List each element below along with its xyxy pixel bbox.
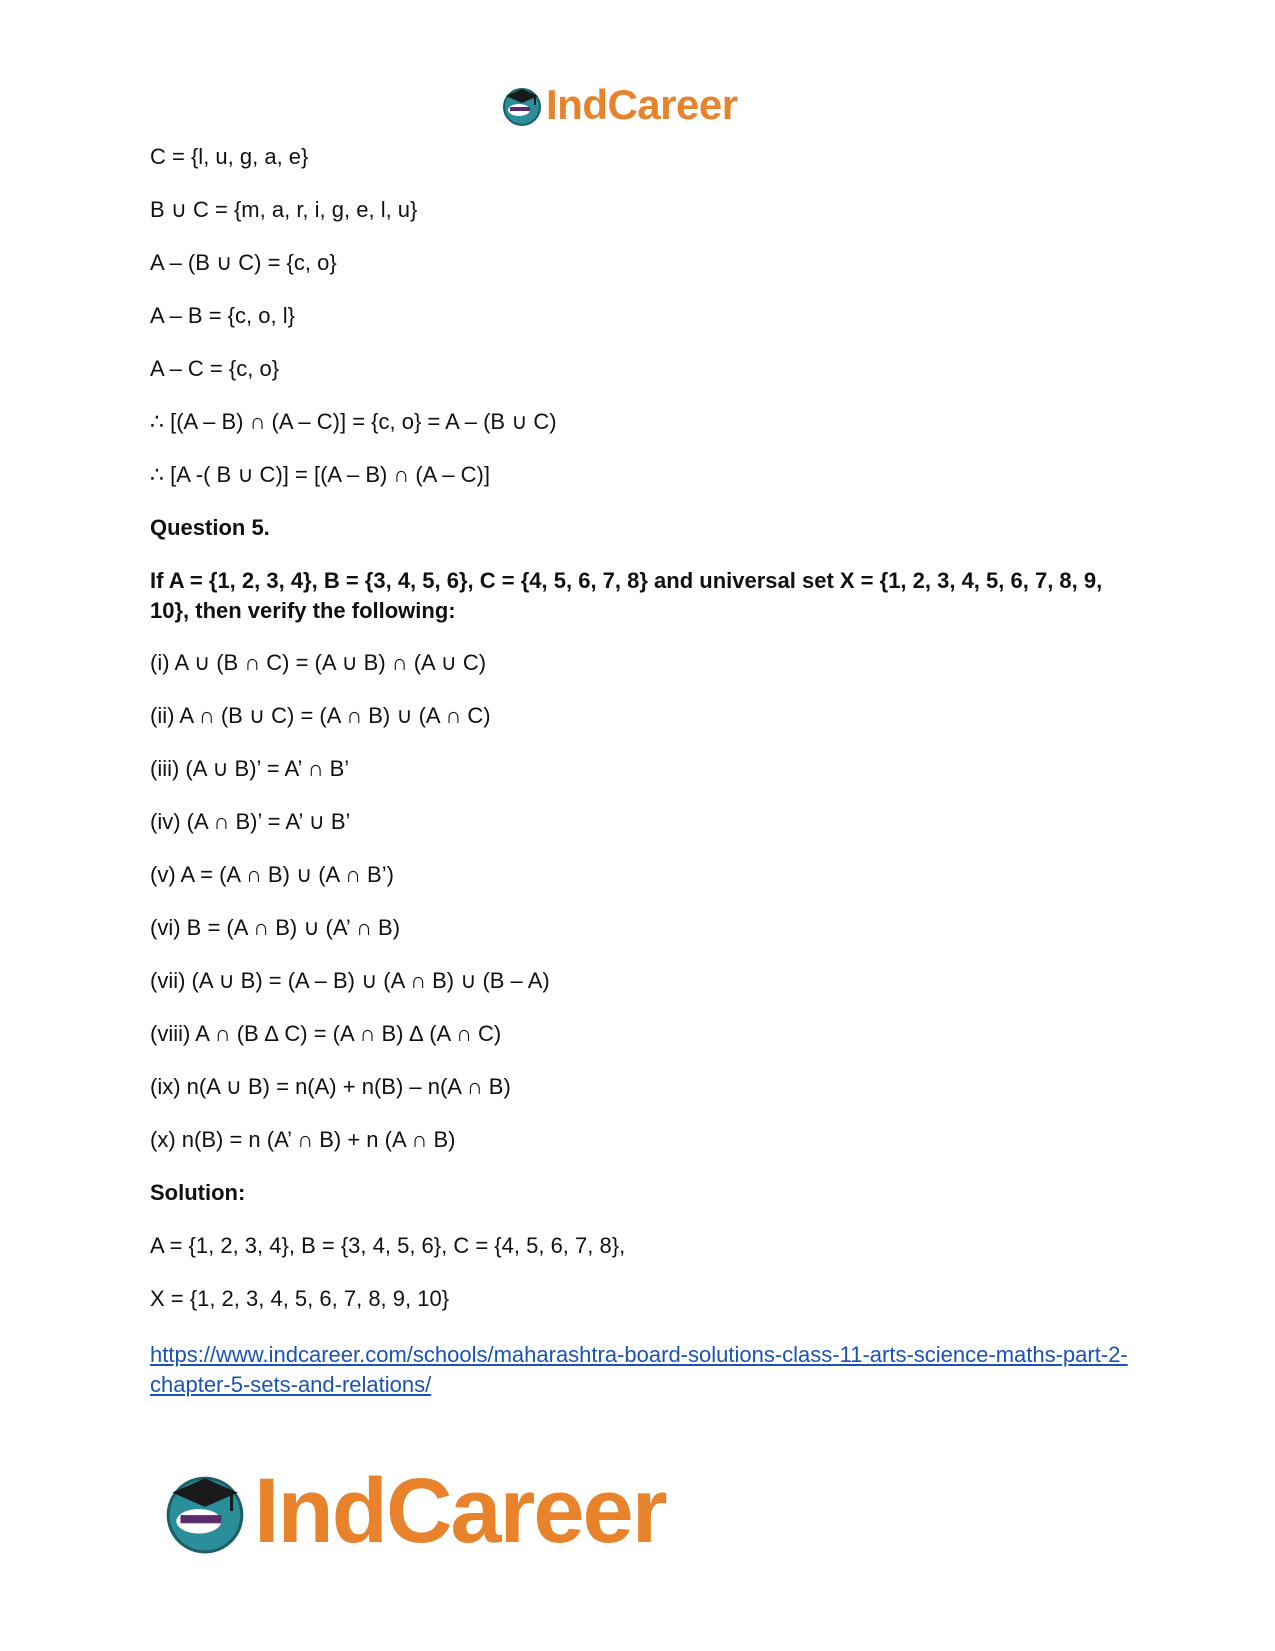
question-title: Question 5. [150, 515, 270, 540]
question-item: (i) A ∪ (B ∩ C) = (A ∪ B) ∩ (A ∪ C) [150, 650, 487, 675]
source-link[interactable]: https://www.indcareer.com/schools/maharashtra-board-solutions-class-11-arts-science-maths-part-2-chapter-5-sets-and-relations/ [150, 1342, 1128, 1397]
footer-logo [160, 1460, 666, 1562]
math-line: A – C = {c, o} [150, 356, 280, 381]
question-item: (iii) (A ∪ B)’ = A’ ∩ B’ [150, 756, 350, 781]
question-item: (x) n(B) = n (A’ ∩ B) + n (A ∩ B) [150, 1127, 456, 1152]
math-line: C = {l, u, g, a, e} [150, 144, 309, 169]
math-line: A – (B ∪ C) = {c, o} [150, 250, 337, 275]
question-item: (ix) n(A ∪ B) = n(A) + n(B) – n(A ∩ B) [150, 1074, 511, 1099]
question-item: (vi) B = (A ∩ B) ∪ (A’ ∩ B) [150, 915, 401, 940]
question-item: (vii) (A ∪ B) = (A – B) ∪ (A ∩ B) ∪ (B – A) [150, 968, 550, 993]
solution-title: Solution: [150, 1180, 246, 1205]
footer-logo-text: IndCareer [254, 1460, 666, 1562]
question-item: (ii) A ∩ (B ∪ C) = (A ∩ B) ∪ (A ∩ C) [150, 703, 491, 728]
math-line: ∴ [(A – B) ∩ (A – C)] = {c, o} = A – (B ∪ C) [150, 409, 557, 434]
header-logo [500, 80, 738, 130]
math-line: A – B = {c, o, l} [150, 303, 295, 328]
header-logo-text: IndCareer [546, 81, 738, 128]
math-line: ∴ [A -( B ∪ C)] = [(A – B) ∩ (A – C)] [150, 462, 490, 487]
graduation-cap-globe-icon [160, 1466, 250, 1556]
question-item: (iv) (A ∩ B)’ = A’ ∪ B’ [150, 809, 351, 834]
math-line: B ∪ C = {m, a, r, i, g, e, l, u} [150, 197, 418, 222]
question-item: (v) A = (A ∩ B) ∪ (A ∩ B’) [150, 862, 394, 887]
solution-line: X = {1, 2, 3, 4, 5, 6, 7, 8, 9, 10} [150, 1286, 450, 1311]
graduation-cap-globe-icon [500, 83, 544, 127]
question-item: (viii) A ∩ (B ∆ C) = (A ∩ B) ∆ (A ∩ C) [150, 1021, 502, 1046]
solution-line: A = {1, 2, 3, 4}, B = {3, 4, 5, 6}, C = {4, 5, 6, 7, 8}, [150, 1233, 626, 1258]
question-text: If A = {1, 2, 3, 4}, B = {3, 4, 5, 6}, C = {4, 5, 6, 7, 8} and universal set X = {1, 2, 3, 4, 5, 6, 7, 8, 9, 10}, then verify the following: [150, 568, 1103, 623]
